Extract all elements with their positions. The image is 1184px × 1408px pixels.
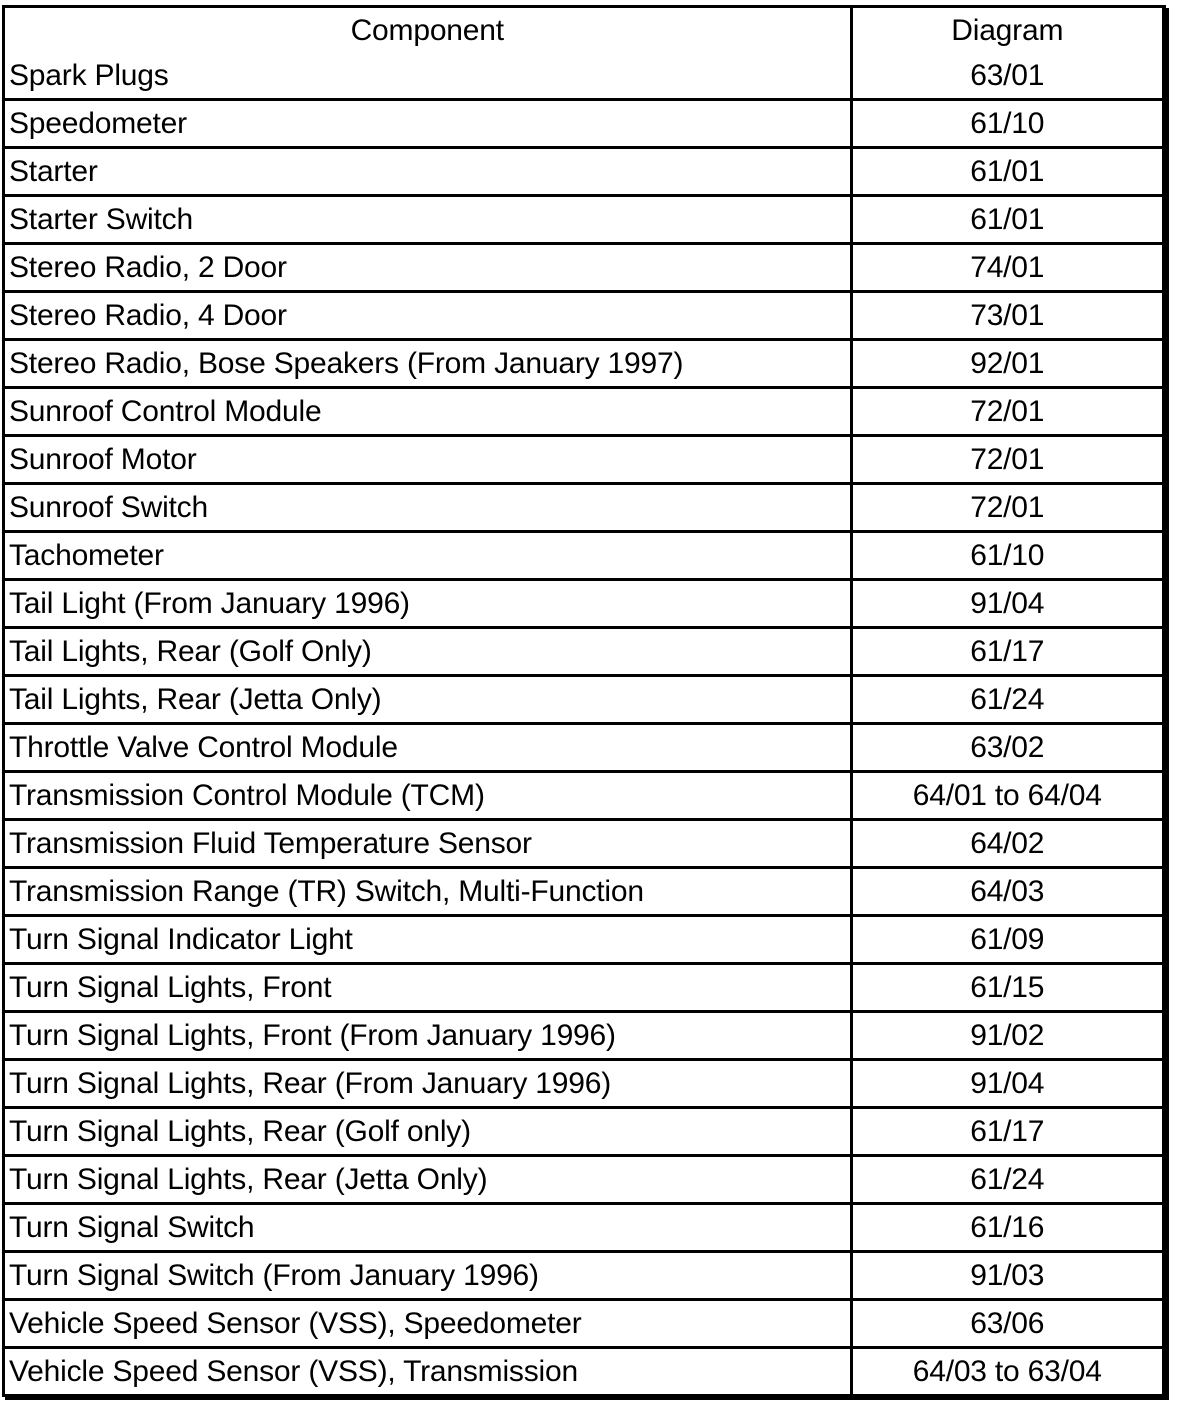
component-cell: Stereo Radio, Bose Speakers (From January 1997) [5,340,851,388]
diagram-cell: 91/04 [851,580,1162,628]
diagram-cell: 92/01 [851,340,1162,388]
component-cell: Tail Lights, Rear (Golf Only) [5,628,851,676]
table-row [5,1252,1162,1300]
table-row [5,772,1162,820]
diagram-cell: 61/17 [851,628,1162,676]
component-diagram-table-frame [2,5,1166,1397]
component-cell: Spark Plugs [5,53,851,100]
diagram-cell: 61/10 [851,532,1162,580]
table-row [5,676,1162,724]
component-cell: Turn Signal Lights, Rear (From January 1996) [5,1060,851,1108]
diagram-cell: 64/02 [851,820,1162,868]
diagram-cell: 63/01 [970,59,1045,92]
table-row [5,436,1162,484]
diagram-cell: 61/17 [851,1108,1162,1156]
diagram-cell: 74/01 [851,244,1162,292]
table-row [5,100,1162,148]
component-cell: Turn Signal Switch (From January 1996) [5,1252,851,1300]
component-cell: Stereo Radio, 4 Door [5,292,851,340]
component-cell: Starter Switch [5,196,851,244]
diagram-cell: 63/06 [851,1300,1162,1348]
component-cell: Turn Signal Lights, Rear (Jetta Only) [5,1156,851,1204]
component-cell: Starter [5,148,851,196]
component-cell: Turn Signal Switch [5,1204,851,1252]
component-cell: Vehicle Speed Sensor (VSS), Transmission [5,1348,851,1395]
table-row [5,580,1162,628]
diagram-cell: 73/01 [851,292,1162,340]
table-row [5,532,1162,580]
column-header-diagram: Diagram [951,14,1064,47]
diagram-cell: 91/04 [851,1060,1162,1108]
diagram-cell: 72/01 [851,484,1162,532]
diagram-cell: 91/02 [851,1012,1162,1060]
component-cell: Speedometer [5,100,851,148]
component-cell: Stereo Radio, 2 Door [5,244,851,292]
table-row [5,484,1162,532]
table-row [5,1300,1162,1348]
component-cell: Sunroof Switch [5,484,851,532]
diagram-cell: 61/09 [851,916,1162,964]
diagram-cell: 61/24 [851,1156,1162,1204]
table-shadow-right [1166,8,1169,1400]
diagram-cell: 64/03 to 63/04 [851,1348,1162,1395]
table-body [5,53,1162,1394]
table-row [5,868,1162,916]
component-cell: Turn Signal Lights, Front [5,964,851,1012]
component-cell: Tail Light (From January 1996) [5,580,851,628]
component-cell: Transmission Fluid Temperature Sensor [5,820,851,868]
table-row [5,1060,1162,1108]
component-cell: Transmission Control Module (TCM) [5,772,851,820]
table-row [5,1348,1162,1395]
table-row [5,1108,1162,1156]
diagram-cell: 72/01 [851,388,1162,436]
component-diagram-table [5,8,1162,1394]
diagram-cell: 61/01 [851,196,1162,244]
table-row [5,53,1162,100]
diagram-cell: 91/03 [851,1252,1162,1300]
table-row [5,916,1162,964]
diagram-cell: 61/16 [851,1204,1162,1252]
diagram-cell: 72/01 [851,436,1162,484]
component-cell: Sunroof Control Module [5,388,851,436]
component-cell: Turn Signal Lights, Rear (Golf only) [5,1108,851,1156]
table-row [5,196,1162,244]
table-row [5,964,1162,1012]
component-cell: Tail Lights, Rear (Jetta Only) [5,676,851,724]
table-row [5,1012,1162,1060]
table-row [5,388,1162,436]
component-cell: Throttle Valve Control Module [5,724,851,772]
table-shadow-bottom [5,1397,1169,1400]
table-row [5,628,1162,676]
column-header-component: Component [5,8,851,53]
component-cell: Turn Signal Indicator Light [5,916,851,964]
table-header-row [5,8,1162,53]
diagram-cell: 64/01 to 64/04 [851,772,1162,820]
diagram-cell: 61/15 [851,964,1162,1012]
table-row [5,820,1162,868]
component-cell: Turn Signal Lights, Front (From January 1996) [5,1012,851,1060]
diagram-cell: 64/03 [851,868,1162,916]
component-cell: Vehicle Speed Sensor (VSS), Speedometer [5,1300,851,1348]
table-row [5,1204,1162,1252]
component-cell: Tachometer [5,532,851,580]
diagram-cell: 61/01 [851,148,1162,196]
table-row [5,148,1162,196]
component-cell: Sunroof Motor [5,436,851,484]
component-cell: Transmission Range (TR) Switch, Multi-Function [5,868,851,916]
table-row [5,340,1162,388]
diagram-cell: 63/02 [851,724,1162,772]
diagram-cell: 61/24 [851,676,1162,724]
table-row [5,244,1162,292]
table-row [5,292,1162,340]
table-row [5,1156,1162,1204]
table-row [5,724,1162,772]
diagram-cell: 61/10 [851,100,1162,148]
